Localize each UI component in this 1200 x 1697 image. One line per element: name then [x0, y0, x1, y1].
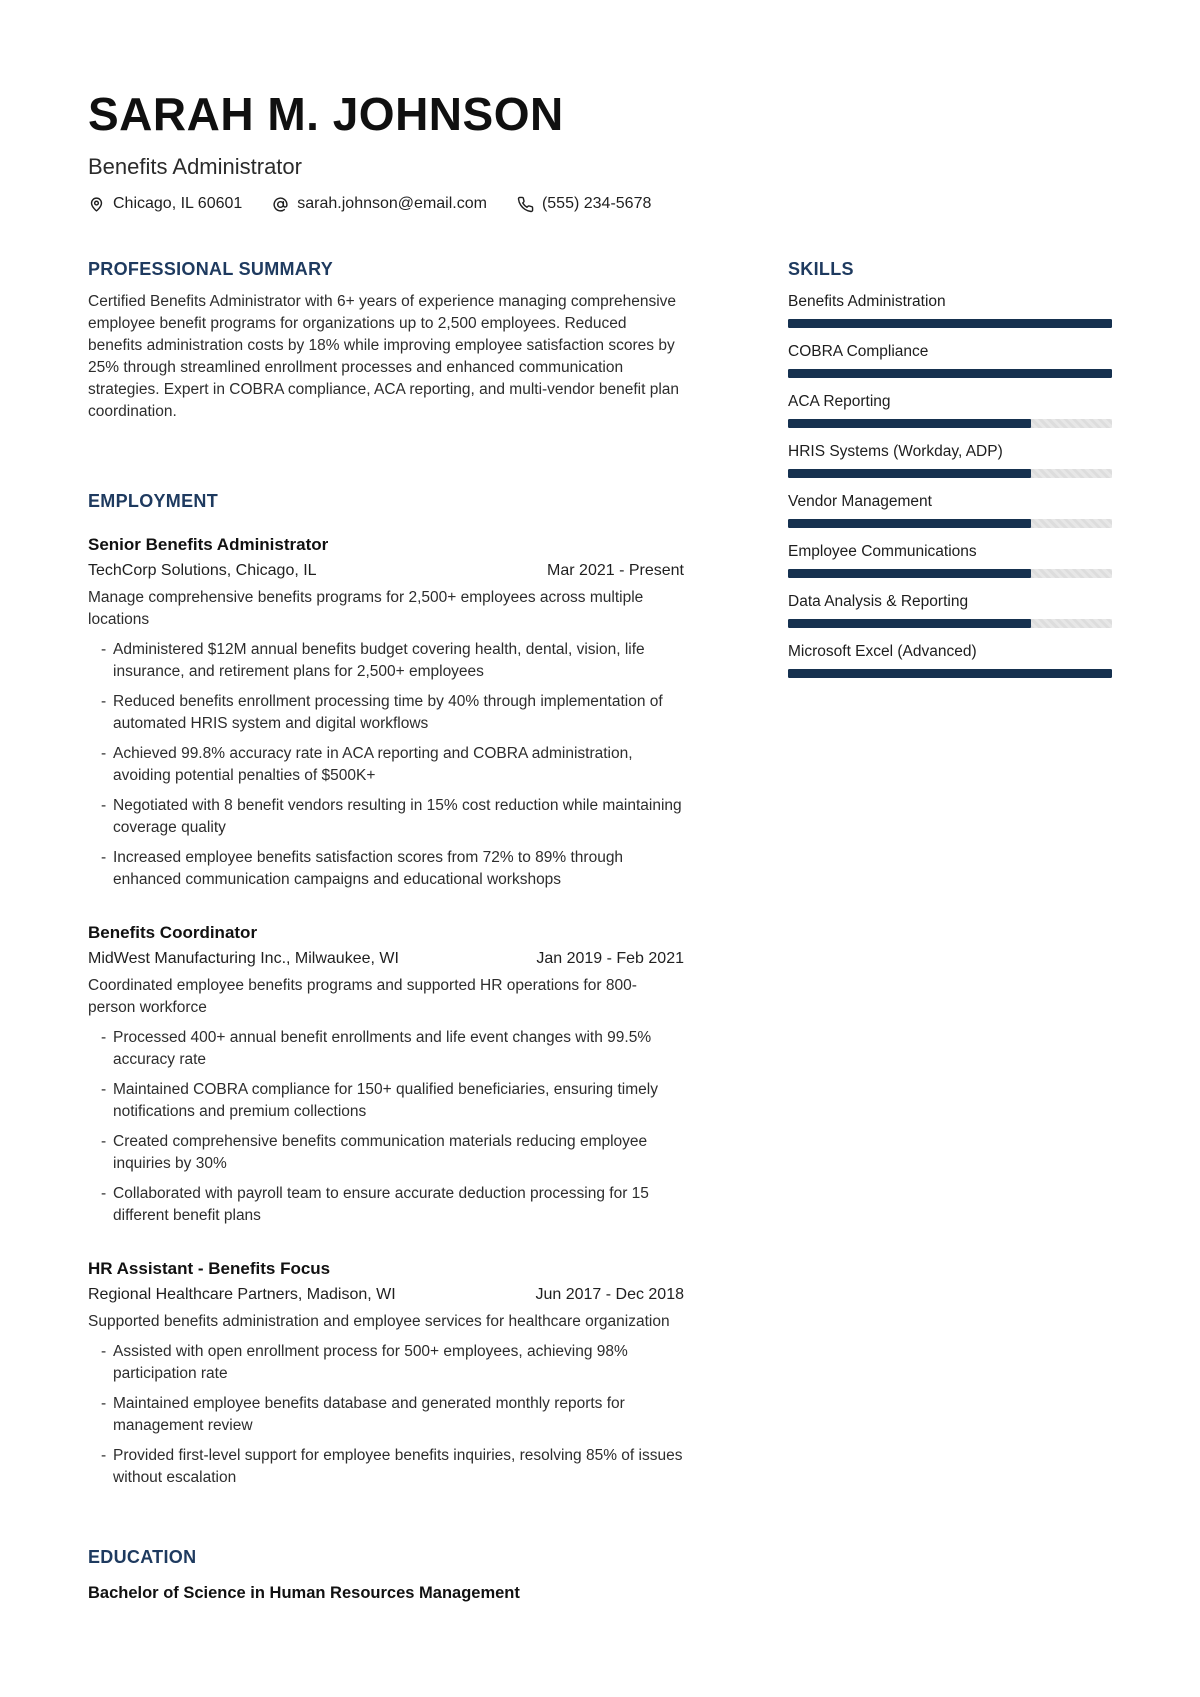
job-bullets — [88, 1027, 684, 1227]
skill-bar — [788, 419, 1112, 428]
skill-name: Microsoft Excel (Advanced) — [788, 643, 977, 660]
left-column — [88, 257, 684, 1605]
employment-heading: EMPLOYMENT — [88, 491, 219, 511]
skill-name: ACA Reporting — [788, 393, 891, 410]
candidate-job-title: Benefits Administrator — [88, 154, 302, 179]
job-entry — [88, 533, 684, 891]
skill-bar — [788, 319, 1112, 328]
job-summary: Coordinated employee benefits programs and supported HR operations for 800-person workforce — [88, 977, 637, 1016]
skill-bar — [788, 369, 1112, 378]
skill-bar-fill — [788, 619, 1031, 628]
skill-bar — [788, 569, 1112, 578]
job-dates: Jun 2017 - Dec 2018 — [535, 1286, 684, 1303]
job-title: HR Assistant - Benefits Focus — [88, 1259, 331, 1278]
skill-bar — [788, 519, 1112, 528]
skill-name: Benefits Administration — [788, 293, 946, 310]
education-section — [88, 1545, 684, 1605]
location-pin-icon — [88, 196, 105, 213]
job-bullets — [88, 639, 684, 891]
skills-heading: SKILLS — [788, 259, 854, 279]
job-meta — [88, 947, 684, 971]
resume-header — [88, 88, 1112, 213]
job-title: Senior Benefits Administrator — [88, 535, 329, 554]
skill-item — [788, 591, 1112, 628]
skill-item — [788, 391, 1112, 428]
skill-item — [788, 291, 1112, 328]
skill-bar — [788, 669, 1112, 678]
content-columns — [88, 257, 1112, 1605]
phone-icon — [517, 196, 534, 213]
skill-item — [788, 491, 1112, 528]
skill-name: Data Analysis & Reporting — [788, 593, 969, 610]
skill-item — [788, 341, 1112, 378]
skill-item — [788, 441, 1112, 478]
summary-section — [88, 257, 684, 423]
right-column — [788, 257, 1112, 1605]
education-heading: EDUCATION — [88, 1547, 197, 1567]
job-bullet: - Maintained COBRA compliance for 150+ qualified beneficiaries, ensuring timely notifications and premium collections — [88, 1079, 684, 1123]
skill-bar-fill — [788, 369, 1112, 378]
skill-bar-fill — [788, 419, 1031, 428]
skill-bar-fill — [788, 669, 1112, 678]
skill-name: Vendor Management — [788, 493, 932, 510]
education-degree: Bachelor of Science in Human Resources Management — [88, 1584, 520, 1602]
contact-phone — [517, 195, 651, 213]
skill-item — [788, 541, 1112, 578]
job-bullet: - Assisted with open enrollment process for 500+ employees, achieving 98% participation rate — [88, 1341, 684, 1385]
job-meta — [88, 559, 684, 583]
contact-location-text: Chicago, IL 60601 — [113, 195, 243, 212]
skill-name: Employee Communications — [788, 543, 977, 560]
contact-phone-text: (555) 234-5678 — [541, 195, 652, 212]
job-summary: Manage comprehensive benefits programs for 2,500+ employees across multiple locations — [88, 589, 644, 628]
job-company: MidWest Manufacturing Inc., Milwaukee, WI — [88, 950, 399, 967]
job-dates: Jan 2019 - Feb 2021 — [536, 950, 684, 967]
contact-email — [272, 195, 487, 213]
at-sign-icon — [272, 196, 289, 213]
job-company: Regional Healthcare Partners, Madison, WI — [88, 1286, 396, 1303]
job-dates: Mar 2021 - Present — [547, 562, 684, 579]
skill-name: COBRA Compliance — [788, 343, 929, 360]
job-company: TechCorp Solutions, Chicago, IL — [88, 562, 317, 579]
job-entry — [88, 1257, 684, 1489]
skill-name: HRIS Systems (Workday, ADP) — [788, 443, 1003, 460]
skill-bar — [788, 619, 1112, 628]
employment-section — [88, 489, 684, 1489]
skills-section — [788, 257, 1112, 678]
job-bullet: - Maintained employee benefits database and generated monthly reports for management review — [88, 1393, 684, 1437]
job-bullet: - Collaborated with payroll team to ensure accurate deduction processing for 15 different benefit plans — [88, 1183, 684, 1227]
job-bullet: - Achieved 99.8% accuracy rate in ACA reporting and COBRA administration, avoiding potential penalties of $500K+ — [88, 743, 684, 787]
job-meta — [88, 1283, 684, 1307]
contact-row — [88, 195, 1112, 213]
job-bullets — [88, 1341, 684, 1489]
skill-bar-fill — [788, 519, 1031, 528]
skill-bar-fill — [788, 319, 1112, 328]
job-entry — [88, 921, 684, 1227]
job-bullet: - Reduced benefits enrollment processing time by 40% through implementation of automated HRIS system and digital workflows — [88, 691, 684, 735]
summary-text: Certified Benefits Administrator with 6+ years of experience managing comprehensive employee benefit programs for organizations up to 2,500 employees. Reduced benefits administration costs by 18% while improving employee satisfaction scores by 25% through streamlined enrollment processes and enhanced communication strategies. Expert in COBRA compliance, ACA reporting, and multi-vendor benefit plan coordination. — [88, 293, 680, 420]
skill-bar — [788, 469, 1112, 478]
skill-bar-fill — [788, 469, 1031, 478]
job-bullet: - Administered $12M annual benefits budget covering health, dental, vision, life insurance, and retirement plans for 2,500+ employees — [88, 639, 684, 683]
summary-heading: PROFESSIONAL SUMMARY — [88, 259, 334, 279]
job-title: Benefits Coordinator — [88, 923, 258, 942]
job-bullet: - Created comprehensive benefits communication materials reducing employee inquiries by 30% — [88, 1131, 684, 1175]
job-summary: Supported benefits administration and employee services for healthcare organization — [88, 1313, 670, 1330]
job-bullet: - Processed 400+ annual benefit enrollments and life event changes with 99.5% accuracy rate — [88, 1027, 684, 1071]
contact-email-text: sarah.johnson@email.com — [297, 195, 487, 212]
job-bullet: - Provided first-level support for employee benefits inquiries, resolving 85% of issues without escalation — [88, 1445, 684, 1489]
candidate-name: SARAH M. JOHNSON — [88, 88, 564, 140]
skill-bar-fill — [788, 569, 1031, 578]
job-bullet: - Negotiated with 8 benefit vendors resulting in 15% cost reduction while maintaining coverage quality — [88, 795, 684, 839]
contact-location — [88, 195, 242, 213]
skill-item — [788, 641, 1112, 678]
job-bullet: - Increased employee benefits satisfaction scores from 72% to 89% through enhanced communication campaigns and educational workshops — [88, 847, 684, 891]
